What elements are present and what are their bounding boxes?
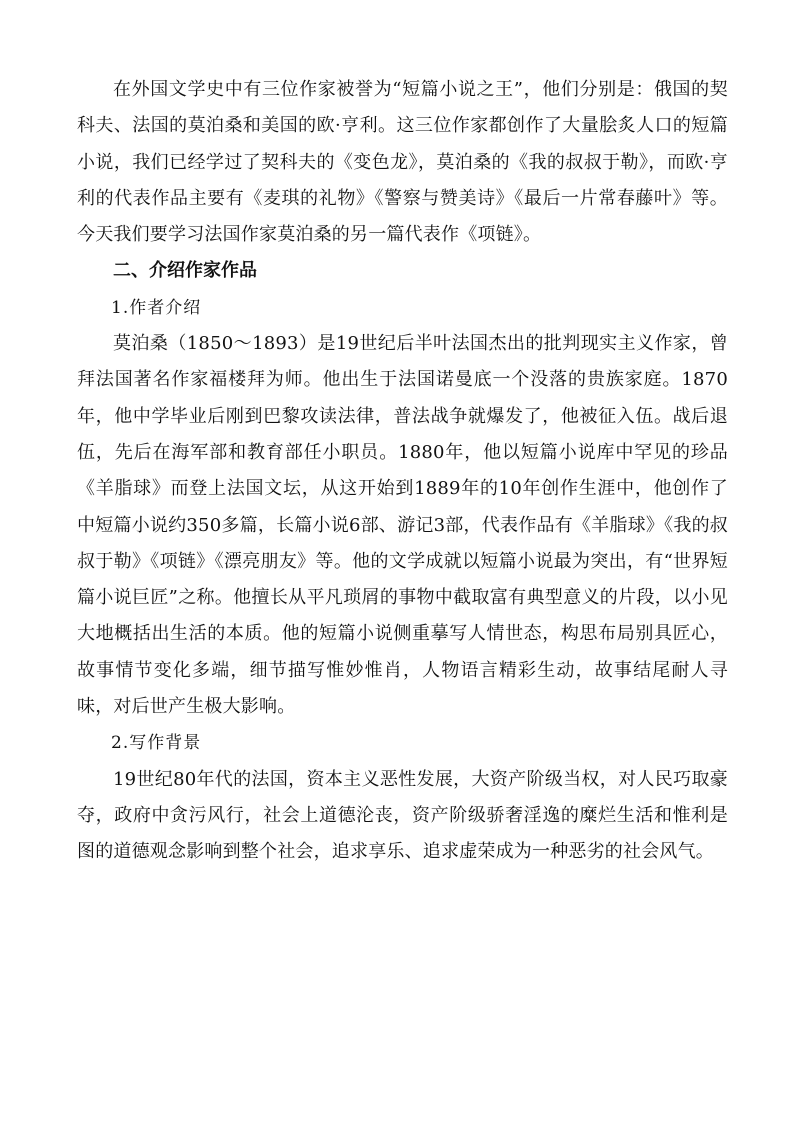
intro-paragraph: 在外国文学史中有三位作家被誉为“短篇小说之王”，他们分别是：俄国的契科夫、法国的莫泊桑和美国的欧·亨利。这三位作家都创作了大量脍炙人口的短篇小说，我们已经学过了契科夫的《变色龙》，莫泊桑的《我的叔叔于勒》，而欧·亨利的代表作品主要有《麦琪的礼物》《警察与赞美诗》《最后一片常春藤叶》等。今天我们要学习法国作家莫泊桑的另一篇代表作《项链》。 <box>77 79 728 246</box>
subsection-title-background: 2.写作背景 <box>111 733 202 754</box>
document-page <box>77 72 728 871</box>
background-paragraph: 19世纪80年代的法国，资本主义恶性发展，大资产阶级当权，对人民巧取豪夺，政府中贪污风行，社会上道德沦丧，资产阶级骄奢淫逸的糜烂生活和惟利是图的道德观念影响到整个社会，追求享乐、追求虚荣成为一种恶劣的社会风气。 <box>77 768 728 863</box>
subsection-title-author: 1.作者介绍 <box>111 297 202 318</box>
author-paragraph: 莫泊桑（1850～1893）是19世纪后半叶法国杰出的批判现实主义作家，曾拜法国著名作家福楼拜为师。他出生于法国诺曼底一个没落的贵族家庭。1870年，他中学毕业后刚到巴黎攻读法律，普法战争就爆发了，他被征入伍。战后退伍，先后在海军部和教育部任小职员。1880年，他以短篇小说库中罕见的珍品《羊脂球》而登上法国文坛，从这开始到1889年的10年创作生涯中，他创作了中短篇小说约350多篇，长篇小说6部、游记3部，代表作品有《羊脂球》《我的叔叔于勒》《项链》《漂亮朋友》等。他的文学成就以短篇小说最为突出，有“世界短篇小说巨匠”之称。他擅长从平凡琐屑的事物中截取富有典型意义的片段，以小见大地概括出生活的本质。他的短篇小说侧重摹写人情世态，构思布局别具匠心，故事情节变化多端，细节描写惟妙惟肖，人物语言精彩生动，故事结尾耐人寻味，对后世产生极大影响。 <box>77 333 728 718</box>
section-heading: 二、介绍作家作品 <box>113 260 257 282</box>
